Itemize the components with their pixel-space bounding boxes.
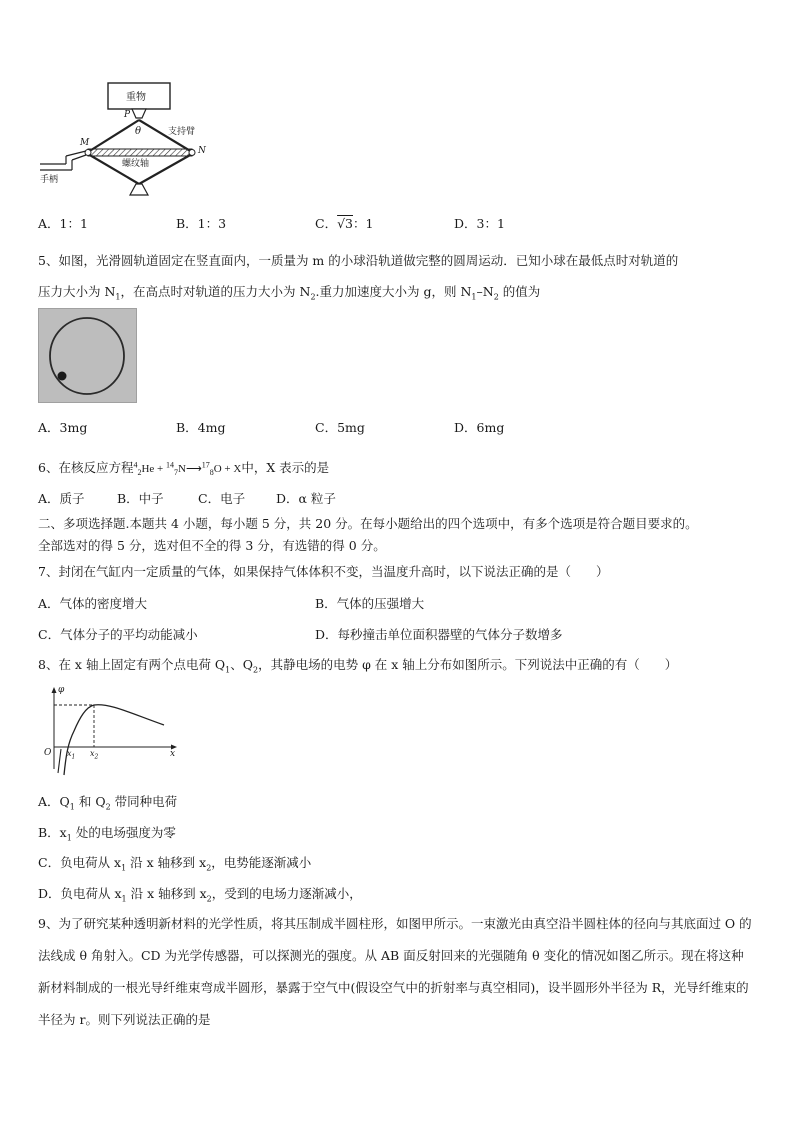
screw-label: 螺纹轴 xyxy=(122,159,150,169)
q8-option-d[interactable]: D．负电荷从 $x_1$ 沿 x 轴移到 $x_2$，受到的电场力逐渐减小， xyxy=(38,886,362,904)
handle-label: 手柄 xyxy=(40,175,59,185)
q9-stem: 9、为了研究某种透明新材料的光学性质，将其压制成半圆柱形，如图甲所示。一束激光由真空沿半圆柱体的径向与其底面过 O 的法线成 θ 角射入。CD 为光学传感器，可以探测光的强度。从 AB 面反射回来的光强随角 θ 变化的情况如图乙所示。现在将这种新材料制成的一根光导纤维束弯成半圆形，暴露于空气中(假设空气中的折射率与真空相同)，设半圆形外半径为 R，光导纤维束的半径为 r。则下列说法正确的是 xyxy=(38,916,752,1027)
q5-option-d[interactable]: D．6mg xyxy=(454,420,505,435)
weight-label: 重物 xyxy=(126,92,146,103)
q4-option-c-prefix: C． xyxy=(315,216,338,231)
sqrt-three: √3 xyxy=(337,216,353,231)
arm-label: 支持臂 xyxy=(168,127,196,137)
section2-line2: 全部选对的得 5 分，选对但不全的得 3 分，有选错的得 0 分。 xyxy=(38,538,386,553)
x-axis-label: x xyxy=(170,749,176,759)
circular-track-photo xyxy=(38,308,137,403)
q6-option-b[interactable]: B．中子 xyxy=(117,491,164,506)
phi-axis-label: φ xyxy=(58,685,65,695)
jack-mechanism-figure xyxy=(36,80,226,198)
q8-stem: 8、在 x 轴上固定有两个点电荷 $Q_1$、$Q_2$，其静电场的电势 φ 在 x 轴上分布如图所示。下列说法中正确的有（ ） xyxy=(38,657,678,675)
q4-option-b[interactable]: B．1：3 xyxy=(176,216,227,231)
q4-option-c-suffix: ：1 xyxy=(353,216,374,231)
origin-label: O xyxy=(44,748,52,758)
potential-graph xyxy=(40,685,180,777)
q5-option-a[interactable]: A．3mg xyxy=(38,420,88,435)
q7-stem: 7、封闭在气缸内一定质量的气体，如果保持气体体积不变，当温度升高时，以下说法正确的是（ ） xyxy=(38,564,609,579)
theta-label: θ xyxy=(135,126,142,137)
q6-stem: 6、在核反应方程$^4_2$He + $^{14}_7$N⟶$^{17}_8$O + X中，X 表示的是 xyxy=(38,460,330,478)
q6-option-a[interactable]: A．质子 xyxy=(38,491,85,506)
q5-stem-line2: 压力大小为 $N_1$，在高点时对轨道的压力大小为 $N_2$.重力加速度大小为 g，则 $N_1-N_2$ 的值为 xyxy=(38,284,541,302)
q6-option-c[interactable]: C．电子 xyxy=(198,491,246,506)
q8-option-a[interactable]: A．$Q_1$ 和 $Q_2$ 带同种电荷 xyxy=(38,794,178,812)
q6-option-d[interactable]: D．α 粒子 xyxy=(276,491,336,506)
p-label: P xyxy=(124,110,131,120)
potential-graph-svg xyxy=(40,685,180,777)
q8-option-b[interactable]: B．$x_1$ 处的电场强度为零 xyxy=(38,825,176,843)
q8-option-c[interactable]: C．负电荷从 $x_1$ 沿 x 轴移到 $x_2$，电势能逐渐减小 xyxy=(38,855,312,873)
q5-option-b[interactable]: B．4mg xyxy=(176,420,226,435)
q7-option-a[interactable]: A．气体的密度增大 xyxy=(38,596,148,611)
m-label: M xyxy=(80,138,90,148)
n-label: N xyxy=(198,146,206,156)
x2-label: $x_2$ xyxy=(90,749,99,761)
q4-option-d[interactable]: D．3：1 xyxy=(454,216,505,231)
q7-option-d[interactable]: D．每秒撞击单位面积器壁的气体分子数增多 xyxy=(315,627,563,642)
circular-track xyxy=(39,309,136,402)
q4-option-c[interactable] xyxy=(315,214,373,232)
q4-option-a[interactable]: A．1：1 xyxy=(38,216,88,231)
x1-label: $x_1$ xyxy=(67,749,76,761)
section2-line1: 二、多项选择题.本题共 4 小题，每小题 5 分，共 20 分。在每小题给出的四个选项中，有多个选项是符合题目要求的。 xyxy=(38,516,698,531)
q5-option-c[interactable]: C．5mg xyxy=(315,420,365,435)
q7-option-c[interactable]: C．气体分子的平均动能减小 xyxy=(38,627,198,642)
q7-option-b[interactable]: B．气体的压强增大 xyxy=(315,596,425,611)
q5-stem-line1: 5、如图，光滑圆轨道固定在竖直面内，一质量为 m 的小球沿轨道做完整的圆周运动．已知小球在最低点时对轨道的 xyxy=(38,253,679,268)
ball xyxy=(58,372,67,381)
nuclear-equation: $^4_2$He + $^{14}_7$N⟶$^{17}_8$O + X xyxy=(133,460,242,478)
